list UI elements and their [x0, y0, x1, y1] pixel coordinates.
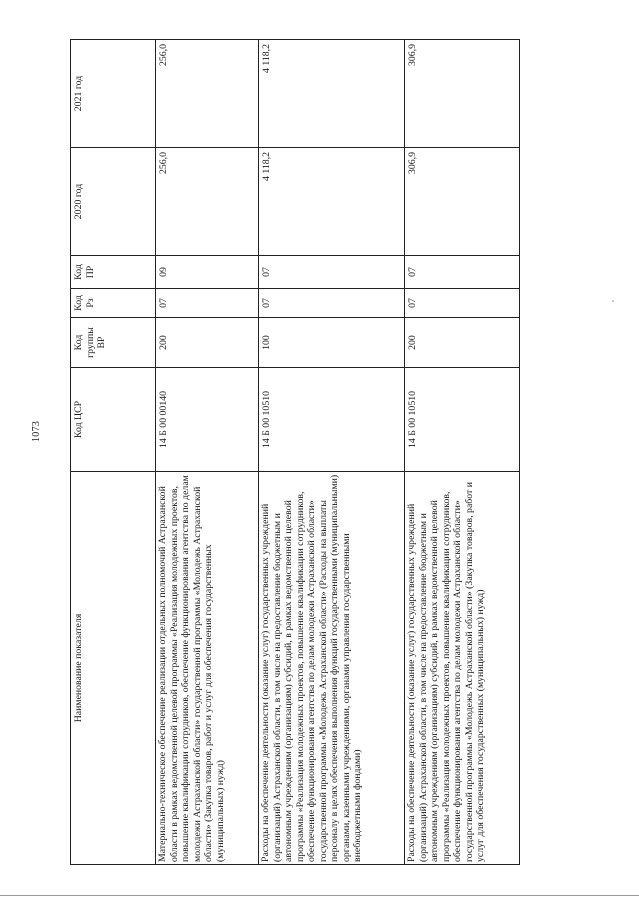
- row-name: Материально-техническое обеспечение реализации отдельных полномочий Астраханской области в рамках ведомственной целевой программы «Реализация молодежных проектов, повышение квалификации сотрудников, обеспечение функционирования агентства по делам молодежи Астраханской области» государственной программы «Молодежь Астраханской области» (Закупка товаров, работ и услуг для обеспечения государственных (муниципальных) нужд): [156, 472, 259, 865]
- header-name: Наименование показателя: [71, 472, 156, 865]
- header-vr: Код группы ВР: [71, 318, 156, 368]
- header-pr: Код ПР: [71, 256, 156, 289]
- row-2021: 306,9: [405, 40, 520, 148]
- row-pr: 09: [156, 256, 259, 289]
- table-row: [405, 40, 520, 865]
- row-2021: 256,0: [156, 40, 259, 148]
- header-2020: 2020 год: [71, 148, 156, 256]
- header-csr: Код ЦСР: [71, 368, 156, 472]
- row-rz: 07: [405, 289, 520, 318]
- row-rz: 07: [259, 289, 405, 318]
- row-csr: 14 Б 00 10510: [259, 368, 405, 472]
- row-pr: 07: [259, 256, 405, 289]
- row-2021: 4 118,2: [259, 40, 405, 148]
- table-header-row: [71, 40, 156, 865]
- row-2020: 306,9: [405, 148, 520, 256]
- row-vr: 200: [156, 318, 259, 368]
- page-bottom-divider: [0, 895, 639, 896]
- table-row: [156, 40, 259, 865]
- row-rz: 07: [156, 289, 259, 318]
- row-csr: 14 Б 00 00140: [156, 368, 259, 472]
- row-csr: 14 Б 00 10510: [405, 368, 520, 472]
- row-name: Расходы на обеспечение деятельности (оказание услуг) государственных учреждений (организаций) Астраханской области, в том числе на предоставление бюджетным и автономным учреждениям (организациям) субсидий, в рамках ведомственной целевой программы «Реализация молодежных проектов, повышение квалификации сотрудников, обеспечение функционирования агентства по делам молодежи Астраханской области» государственной программы «Молодежь Астраханской области» (Расходы на выплаты персоналу в целях обеспечения выполнения функций государственными (муниципальными) органами, казенными учреждениями, органами управления государственными внебюджетными фондами): [259, 472, 405, 865]
- row-name: Расходы на обеспечение деятельности (оказание услуг) государственных учреждений (организаций) Астраханской области, в том числе на предоставление бюджетным и автономным учреждениям (организациям) субсидий, в рамках ведомственной целевой программы «Реализация молодежных проектов, повышение квалификации сотрудников, обеспечение функционирования агентства по делам молодежи Астраханской области» государственной программы «Молодежь Астраханской области» (Закупка товаров, работ и услуг для обеспечения государственных (муниципальных) нужд): [405, 472, 520, 865]
- row-vr: 100: [259, 318, 405, 368]
- row-vr: 200: [405, 318, 520, 368]
- row-2020: 256,0: [156, 148, 259, 256]
- scan-speck: [612, 300, 614, 302]
- rotated-table-container: [70, 40, 514, 865]
- header-2021: 2021 год: [71, 40, 156, 148]
- row-pr: 07: [405, 256, 520, 289]
- budget-table: [70, 39, 520, 865]
- row-2020: 4 118,2: [259, 148, 405, 256]
- page-number: 1073: [31, 420, 42, 442]
- header-rz: Код Рз: [71, 289, 156, 318]
- table-row: [259, 40, 405, 865]
